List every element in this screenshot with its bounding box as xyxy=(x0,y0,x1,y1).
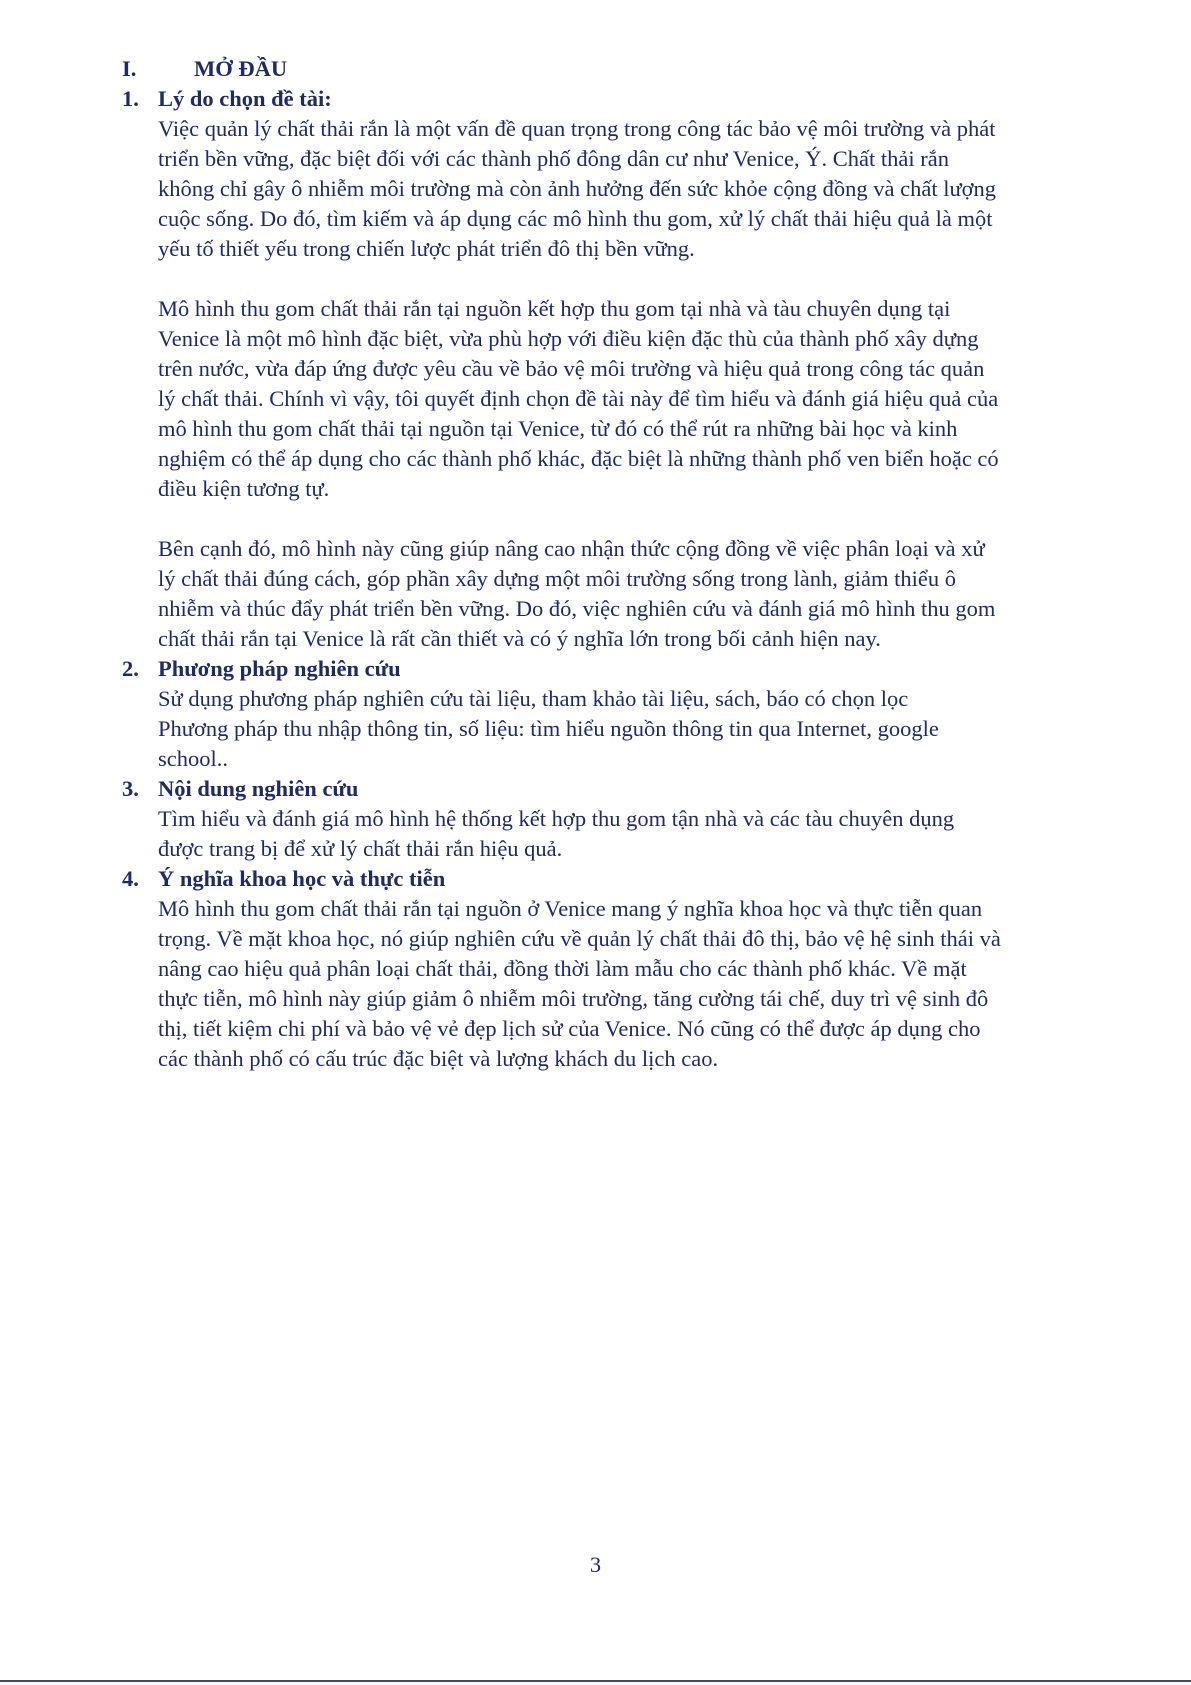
page-content xyxy=(122,54,1132,1074)
paragraph xyxy=(158,114,1132,264)
section-heading xyxy=(122,774,1132,804)
section-title: Lý do chọn đề tài: xyxy=(158,86,332,111)
text-line: Mô hình thu gom chất thải rắn tại nguồn kết hợp thu gom tại nhà và tàu chuyên dụng tại xyxy=(158,296,951,321)
text-line: nghiệm có thể áp dụng cho các thành phố khác, đặc biệt là những thành phố ven biển hoặc có xyxy=(158,446,999,471)
text-line: thực tiễn, mô hình này giúp giảm ô nhiễm môi trường, tăng cường tái chế, duy trì vệ sinh đô xyxy=(158,986,989,1011)
paragraph xyxy=(158,804,1132,864)
section-number: 2. xyxy=(122,656,139,681)
text-line: chất thải rắn tại Venice là rất cần thiết và có ý nghĩa lớn trong bối cảnh hiện nay. xyxy=(158,626,881,651)
text-line: thị, tiết kiệm chi phí và bảo vệ vẻ đẹp lịch sử của Venice. Nó cũng có thể được áp dụng cho xyxy=(158,1016,981,1041)
chapter-title: MỞ ĐẦU xyxy=(194,56,288,81)
chapter-number: I. xyxy=(122,56,137,81)
section-number: 4. xyxy=(122,866,139,891)
paragraph xyxy=(158,534,1132,654)
text-line: nhiễm và thúc đẩy phát triển bền vững. Do đó, việc nghiên cứu và đánh giá mô hình thu gom xyxy=(158,596,996,621)
text-line: trên nước, vừa đáp ứng được yêu cầu về bảo vệ môi trường và hiệu quả trong công tác quản xyxy=(158,356,985,381)
text-line: triển bền vững, đặc biệt đối với các thành phố đông dân cư như Venice, Ý. Chất thải rắn xyxy=(158,146,949,171)
page-number: 3 xyxy=(589,1552,602,1577)
text-line: Việc quản lý chất thải rắn là một vấn đề quan trọng trong công tác bảo vệ môi trường và phát xyxy=(158,116,996,141)
text-line: được trang bị để xử lý chất thải rắn hiệu quả. xyxy=(158,836,563,861)
section-heading xyxy=(122,84,1132,114)
text-line: điều kiện tương tự. xyxy=(158,476,330,501)
section-title: Ý nghĩa khoa học và thực tiễn xyxy=(158,866,446,891)
paragraph xyxy=(158,294,1132,504)
section-number: 1. xyxy=(122,86,139,111)
section-4 xyxy=(122,864,1132,1074)
text-line: các thành phố có cấu trúc đặc biệt và lượng khách du lịch cao. xyxy=(158,1046,719,1071)
section-title: Nội dung nghiên cứu xyxy=(158,776,359,801)
section-heading xyxy=(122,654,1132,684)
text-line: mô hình thu gom chất thải tại nguồn tại Venice, từ đó có thể rút ra những bài học và kinh xyxy=(158,416,958,441)
bottom-divider xyxy=(0,1680,1191,1682)
text-line: lý chất thải. Chính vì vậy, tôi quyết định chọn đề tài này để tìm hiểu và đánh giá hiệu quả của xyxy=(158,386,999,411)
text-line: Sử dụng phương pháp nghiên cứu tài liệu, tham khảo tài liệu, sách, báo có chọn lọc xyxy=(158,686,909,711)
section-number: 3. xyxy=(122,776,139,801)
text-line: Bên cạnh đó, mô hình này cũng giúp nâng cao nhận thức cộng đồng về việc phân loại và xử xyxy=(158,536,985,561)
text-line: không chỉ gây ô nhiễm môi trường mà còn ảnh hưởng đến sức khỏe cộng đồng và chất lượng xyxy=(158,176,997,201)
text-line: lý chất thải đúng cách, góp phần xây dựng một môi trường sống trong lành, giảm thiểu ô xyxy=(158,566,957,591)
text-line: cuộc sống. Do đó, tìm kiếm và áp dụng các mô hình thu gom, xử lý chất thải hiệu quả là một xyxy=(158,206,993,231)
section-1 xyxy=(122,84,1132,654)
section-title: Phương pháp nghiên cứu xyxy=(158,656,401,681)
text-line: school.. xyxy=(158,746,228,771)
text-line: trọng. Về mặt khoa học, nó giúp nghiên cứu về quản lý chất thải đô thị, bảo vệ hệ sinh thái và xyxy=(158,926,1001,951)
paragraph xyxy=(158,894,1132,1074)
section-2 xyxy=(122,654,1132,774)
text-line: yếu tố thiết yếu trong chiến lược phát triển đô thị bền vững. xyxy=(158,236,695,261)
paragraph xyxy=(158,684,1132,774)
section-3 xyxy=(122,774,1132,864)
section-heading xyxy=(122,864,1132,894)
text-line: Phương pháp thu nhập thông tin, số liệu: tìm hiểu nguồn thông tin qua Internet, google xyxy=(158,716,939,741)
chapter-heading xyxy=(122,54,1132,84)
text-line: Venice là một mô hình đặc biệt, vừa phù hợp với điều kiện đặc thù của thành phố xây dựng xyxy=(158,326,979,351)
text-line: nâng cao hiệu quả phân loại chất thải, đồng thời làm mẫu cho các thành phố khác. Về mặt xyxy=(158,956,967,981)
text-line: Tìm hiểu và đánh giá mô hình hệ thống kết hợp thu gom tận nhà và các tàu chuyên dụng xyxy=(158,806,955,831)
text-line: Mô hình thu gom chất thải rắn tại nguồn ở Venice mang ý nghĩa khoa học và thực tiễn quan xyxy=(158,896,983,921)
